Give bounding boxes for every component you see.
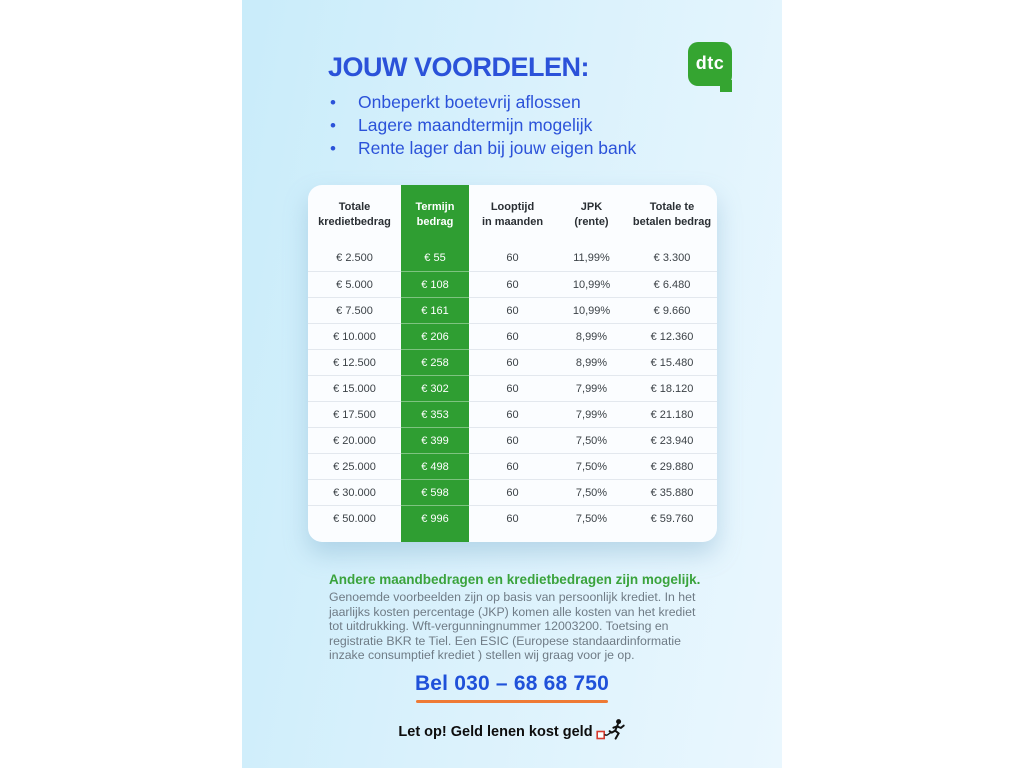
table-cell: € 30.000 [308,479,401,505]
table-cell: € 15.480 [627,349,717,375]
credit-warning [242,718,782,744]
table-cell: € 29.880 [627,453,717,479]
footnote-body: Genoemde voorbeelden zijn op basis van persoonlijk krediet. In het jaarlijks kosten percentage (JKP) komen alle kosten van het krediet tot uitdrukking. Wft-vergunningnummer 12003200. Toetsing en registratie BKR te Tiel. Een ESIC (Europese standaardinformatie inzake consumptief krediet ) stellen wij graag voor je op. [329,590,696,663]
table-cell: 8,99% [556,349,627,375]
table-cell: 60 [469,453,556,479]
table-cell: € 996 [401,505,469,531]
table-cell: 60 [469,349,556,375]
bullet-icon: • [330,116,336,135]
list-item [330,93,636,113]
table-cell: 7,50% [556,505,627,531]
table-cell: 60 [469,375,556,401]
table-cell: € 302 [401,375,469,401]
table-cell: € 10.000 [308,323,401,349]
table-row [308,505,717,531]
flyer-panel [242,0,782,768]
table-cell: € 55 [424,252,446,264]
table-row [308,427,717,453]
table-cell: € 206 [401,323,469,349]
table-cell: € 258 [401,349,469,375]
column-header: Totale te betalen bedrag [632,201,712,228]
table-cell: 60 [469,427,556,453]
table-cell: € 21.180 [627,401,717,427]
table-cell: € 3.300 [653,252,691,264]
table-cell: 11,99% [573,252,610,264]
page-title: JOUW VOORDELEN: [328,52,590,82]
table-cell: € 23.940 [627,427,717,453]
column-header: Termijn bedrag [415,201,455,228]
table-cell: 60 [506,252,519,264]
table-cell: 60 [469,505,556,531]
table-cell: € 9.660 [627,297,717,323]
table-cell: € 108 [401,271,469,297]
table-cell: 7,50% [556,453,627,479]
table-cell: € 498 [401,453,469,479]
table-cell: € 7.500 [308,297,401,323]
dtc-logo [688,42,732,86]
table-cell: € 2.500 [336,252,373,264]
table-cell: 60 [469,401,556,427]
list-item [330,139,636,159]
table-cell: € 18.120 [627,375,717,401]
table-cell: 7,99% [556,375,627,401]
table-row [308,401,717,427]
benefit-text: Rente lager dan bij jouw eigen bank [358,138,637,158]
table-row [308,375,717,401]
table-cell: 10,99% [556,271,627,297]
table-cell: 7,50% [556,427,627,453]
phone-underline [416,700,608,703]
table-cell: € 399 [401,427,469,453]
table-cell: 7,99% [556,401,627,427]
table-body [308,245,717,531]
phone-number-link[interactable]: Bel 030 – 68 68 750 [414,672,610,695]
table-cell: € 5.000 [308,271,401,297]
table-row [308,271,717,297]
list-item [330,116,636,136]
phone-section [242,672,782,703]
table-cell: € 598 [401,479,469,505]
benefits-list [330,93,636,162]
table-cell: € 161 [401,297,469,323]
column-header: Totale kredietbedrag [318,201,391,228]
table-cell: 60 [469,297,556,323]
running-man-ball-chain-icon [596,728,626,744]
table-cell: € 35.880 [627,479,717,505]
table-cell: 60 [469,323,556,349]
bullet-icon: • [330,139,336,158]
table-cell: 8,99% [556,323,627,349]
table-header-row [308,185,717,245]
bullet-icon: • [330,93,336,112]
table-row [308,297,717,323]
table-cell: € 25.000 [308,453,401,479]
table-cell: € 20.000 [308,427,401,453]
table-cell: € 6.480 [627,271,717,297]
benefit-text: Lagere maandtermijn mogelijk [358,115,593,135]
table-cell: € 353 [401,401,469,427]
table-cell: € 12.360 [627,323,717,349]
benefit-text: Onbeperkt boetevrij aflossen [358,92,581,112]
table-cell: 60 [469,271,556,297]
table-cell: € 50.000 [308,505,401,531]
footnote-heading: Andere maandbedragen en kredietbedragen zijn mogelijk. [329,572,701,587]
dtc-logo-text: dtc [695,53,725,73]
table-cell: € 59.760 [627,505,717,531]
table-row [308,349,717,375]
credit-warning-text: Let op! Geld lenen kost geld [398,724,593,740]
column-header: JPK (rente) [574,201,609,228]
table-cell: 60 [469,479,556,505]
column-header: Looptijd in maanden [481,201,544,228]
table-row [308,245,717,271]
table-row [308,323,717,349]
loan-table-card [308,185,717,542]
table-row [308,479,717,505]
table-cell: 7,50% [556,479,627,505]
table-cell: € 15.000 [308,375,401,401]
table-cell: € 12.500 [308,349,401,375]
table-cell: 10,99% [556,297,627,323]
table-row [308,453,717,479]
table-cell: € 17.500 [308,401,401,427]
